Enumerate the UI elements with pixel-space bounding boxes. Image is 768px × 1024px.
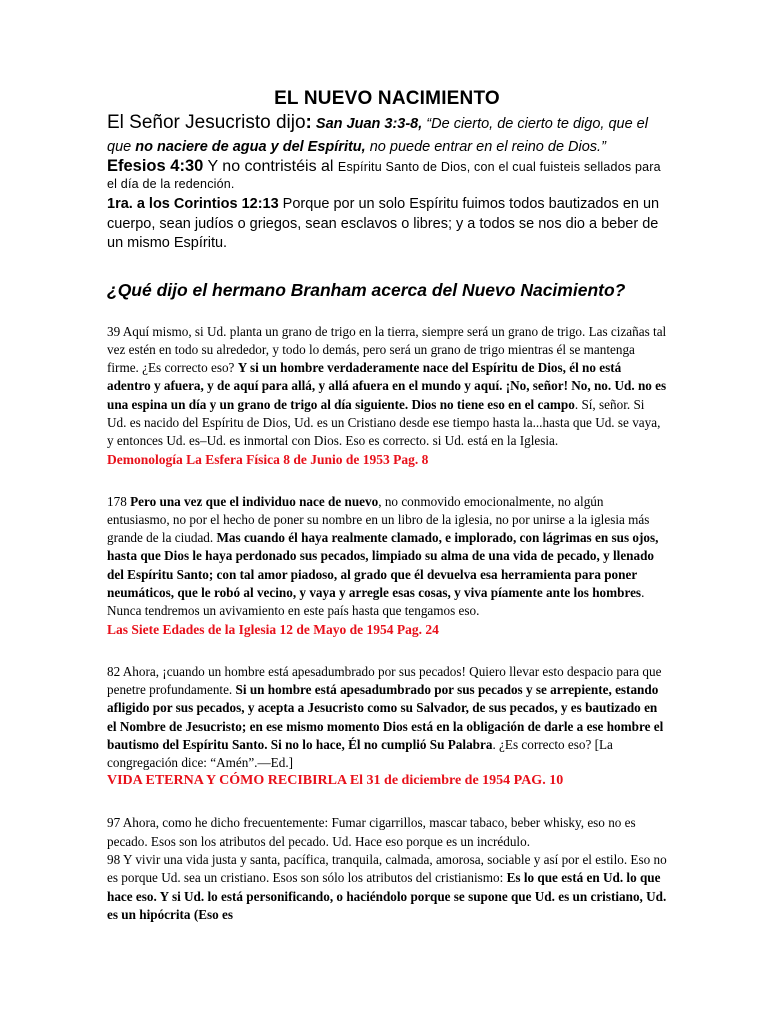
p98-text: 98 Y vivir una vida justa y santa, pacífica, tranquila, calmada, amorosa, sociable y así por el estilo. Eso no es porque Ud. sea un cristiano. Esos son sólo los atributos del cristianismo:: [107, 852, 667, 886]
p178-bold-1: Pero una vez que el individuo nace de nuevo: [130, 493, 379, 509]
efesios-paragraph: [107, 158, 667, 193]
p178-text-1: 178: [107, 493, 131, 509]
p82-text-2: . ¿Es correcto eso? [La congregación dice: “Amén”.—Ed.]: [107, 736, 613, 771]
p178-text-2: , no conmovido emocionalmente, no algún entusiasmo, no por el hecho de poner su nombre en un libro de la iglesia, no por unirse a la iglesia más grande de la ciudad.: [107, 493, 650, 546]
paragraph-178: [107, 493, 667, 621]
intro-quote-1: “De cierto, de cierto te digo, que el que: [107, 116, 648, 155]
efesios-text-2: Espíritu Santo de Dios: [337, 160, 467, 174]
paragraph-97: 97 Ahora, como he dicho frecuentemente: Fumar cigarrillos, mascar tabaco, beber whisky, eso no es pecado. Esos son los atributos del pecado. Ud. Hace eso porque es un incrédulo.: [107, 815, 636, 849]
corintios-reference: 1ra. a los Corintios 12:13: [107, 196, 279, 212]
corintios-paragraph: [107, 195, 667, 254]
document-title: EL NUEVO NACIMIENTO: [274, 88, 500, 109]
efesios-reference: Efesios 4:30: [107, 157, 204, 175]
p82-text-1: 82 Ahora, ¡cuando un hombre está apesadumbrado por sus pecados! Quiero llevar esto despacio para que penetre profundamente.: [107, 663, 662, 697]
document-body: [107, 88, 667, 924]
intro-quote-bold: no naciere de agua y del Espíritu,: [135, 139, 366, 155]
source-citation-2: Las Siete Edades de la Iglesia 12 de Mayo de 1954 Pag. 24: [107, 621, 439, 637]
p98-bold: Es lo que está en Ud. lo que hace eso. Y si Ud. lo está personificando, o haciéndolo porque se supone que Ud. es un cristiano, Ud. es un hipócrita (Eso es: [107, 870, 667, 922]
source-citation-3: VIDA ETERNA Y CÓMO RECIBIRLA El 31 de diciembre de 1954 PAG. 10: [107, 773, 564, 789]
paragraph-82: [107, 663, 667, 773]
p39-bold: Y si un hombre verdaderamente nace del Espíritu de Dios, él no está adentro y afuera, y de aquí para allá, y allá afuera en el mundo y aquí. ¡No, señor! No, no. Ud. no es una espina un día y un grano de trigo al día siguiente. Dios no tiene eso en el campo: [107, 360, 667, 412]
paragraph-98: [107, 851, 667, 924]
p39-text-1: 39 Aquí mismo, si Ud. planta un grano de trigo en la tierra, siempre será un grano de trigo. Las cizañas tal vez estén en todo su alrededor, y todo lo demás, pero será un grano de trigo mientras él se mantenga firme. ¿Es correcto eso?: [107, 323, 667, 376]
p178-text-3: . Nunca tendremos un avivamiento en este país hasta que tengamos eso.: [107, 585, 645, 619]
paragraph-39: [107, 323, 667, 451]
p39-text-2: . Sí, señor. Si Ud. es nacido del Espíritu de Dios, Ud. es un Cristiano desde ese tiempo hasta la...hasta que Ud. se vaya, y entonces Ud. es–Ud. es inmortal con Dios. Eso es correcto. si Ud. está en la Iglesia.: [107, 396, 661, 449]
source-citation-1: Demonología La Esfera Física 8 de Junio de 1953 Pag. 8: [107, 451, 429, 467]
intro-lead: El Señor Jesucristo dijo: [107, 112, 306, 133]
efesios-text-3: , con el cual fuisteis sellados para el día de la redención.: [107, 160, 661, 191]
section-question: ¿Qué dijo el hermano Branham acerca del Nuevo Nacimiento?: [107, 279, 626, 300]
p82-bold: Si un hombre está apesadumbrado por sus pecados y se arrepiente, estando afligido por sus pecados, y acepta a Jesucristo como su Salvador, de sus pecados, y es bautizado en el Nombre de Jesucristo; en ese mismo momento Dios está en la obligación de darle a ese hombre el bautismo del Espíritu Santo. Si no lo hace, Él no cumplió Su Palabra: [107, 681, 664, 752]
intro-colon: :: [305, 112, 312, 133]
efesios-text-1: Y no contristéis al: [203, 158, 338, 175]
intro-paragraph: [107, 112, 667, 158]
intro-reference: San Juan 3:3-8,: [311, 116, 423, 132]
corintios-text: Porque por un solo Espíritu fuimos todos bautizados en un cuerpo, sean judíos o griegos, sean esclavos o libres; y a todos se nos dio a beber de un mismo Espíritu.: [107, 196, 660, 251]
intro-quote-2: no puede entrar en el reino de Dios.”: [365, 139, 606, 155]
p178-bold-2: Mas cuando él haya realmente clamado, e implorado, con lágrimas en sus ojos, hasta que Dios le haya perdonado sus pecados, limpiado su alma de una vida de pecado, y llenado del Espíritu Santo; con tal amor piadoso, al grado que él devuelva esa herramienta para poner neumáticos, que le robó al vecino, y vaya y arregle esas cosas, y viva píamente ante los hombres: [107, 530, 659, 601]
